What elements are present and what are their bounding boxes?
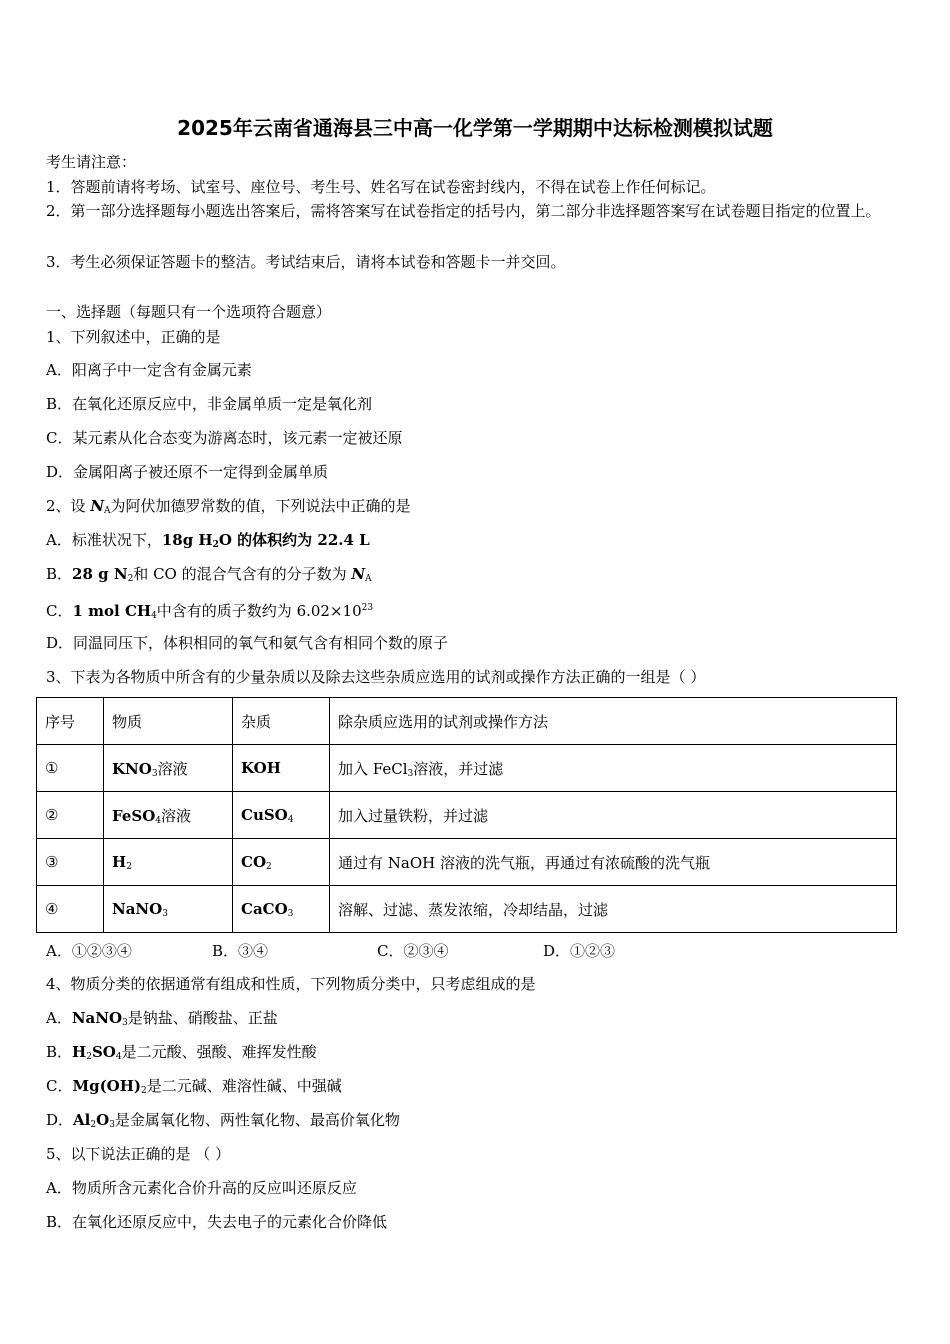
notice-heading: 考生请注意：	[46, 153, 137, 171]
table-header-cell: 杂质	[233, 698, 330, 745]
question-2-option-c: C．1 mol $CH_4$中含有的质子数约为 $6.02\times 10^{23}$	[46, 602, 374, 621]
method-cell: 溶解、过滤、蒸发浓缩，冷却结晶，过滤	[330, 886, 897, 933]
question-1-option-d: D．金属阳离子被还原不一定得到金属单质	[46, 463, 329, 481]
row-number: ④	[37, 886, 104, 933]
substance-cell: FeSO$_4$溶液	[104, 792, 233, 839]
question-3-choices	[46, 940, 746, 960]
table-row	[37, 792, 897, 839]
substance-cell: $KNO_3$溶液	[104, 745, 233, 792]
question-5-option-b: B．在氧化还原反应中，失去电子的元素化合价降低	[46, 1213, 388, 1231]
question-4-option-c: C．$Mg(OH)_2$是二元碱、难溶性碱、中强碱	[46, 1077, 342, 1096]
question-2-option-d: D．同温同压下，体积相同的氧气和氨气含有相同个数的原子	[46, 634, 449, 652]
page-title: 2025年云南省通海县三中高一化学第一学期期中达标检测模拟试题	[177, 116, 773, 140]
question-4-option-d: D．$Al_2O_3$是金属氧化物、两性氧化物、最高价氧化物	[46, 1111, 400, 1130]
notice-item-1: 1．答题前请将考场、试室号、座位号、考生号、姓名写在试卷密封线内，不得在试卷上作任何标记。	[46, 178, 716, 196]
impurity-table	[36, 697, 897, 933]
method-cell: 加入过量铁粉，并过滤	[330, 792, 897, 839]
table-header-row	[37, 698, 897, 745]
table-row	[37, 886, 897, 933]
method-cell: 加入 FeCl$_3$溶液，并过滤	[330, 745, 897, 792]
method-cell: 通过有 NaOH 溶液的洗气瓶，再通过有浓硫酸的洗气瓶	[330, 839, 897, 886]
impurity-cell: $CO_2$	[233, 839, 330, 886]
question-2-option-b: B．28 g $N_2$和 CO 的混合气含有的分子数为 $N_A$	[46, 565, 372, 584]
table-header-cell: 物质	[104, 698, 233, 745]
question-1-option-c: C．某元素从化合态变为游离态时，该元素一定被还原	[46, 429, 403, 447]
question-3-stem: 3、下表为各物质中所含有的少量杂质以及除去这些杂质应选用的试剂或操作方法正确的一组是（ ）	[46, 668, 706, 686]
row-number: ②	[37, 792, 104, 839]
table-row	[37, 839, 897, 886]
table-row	[37, 745, 897, 792]
question-2-option-a: A．标准状况下，18g $H_2O$ 的体积约为 22.4 L	[46, 531, 370, 550]
question-1-option-b: B．在氧化还原反应中，非金属单质一定是氧化剂	[46, 395, 373, 413]
question-1-option-a: A．阳离子中一定含有金属元素	[46, 361, 252, 379]
row-number: ③	[37, 839, 104, 886]
question-2-stem: 2、设 $N_A$为阿伏加德罗常数的值，下列说法中正确的是	[46, 497, 411, 516]
row-number: ①	[37, 745, 104, 792]
notice-item-2: 2．第一部分选择题每小题选出答案后，需将答案写在试卷指定的括号内，第二部分非选择题答案写在试卷题目指定的位置上。	[46, 202, 881, 220]
impurity-cell: KOH	[233, 745, 330, 792]
question-4-option-a: A．NaNO$_3$是钠盐、硝酸盐、正盐	[46, 1009, 278, 1028]
section-heading: 一、选择题（每题只有一个选项符合题意）	[46, 303, 332, 321]
question-4-option-b: B．$H_2SO_4$是二元酸、强酸、难挥发性酸	[46, 1043, 317, 1062]
impurity-cell: CaCO$_3$	[233, 886, 330, 933]
table-header-cell: 除杂质应选用的试剂或操作方法	[330, 698, 897, 745]
question-1-stem: 1、下列叙述中，正确的是	[46, 328, 221, 346]
substance-cell: $H_2$	[104, 839, 233, 886]
substance-cell: NaNO$_3$	[104, 886, 233, 933]
notice-item-3: 3．考生必须保证答题卡的整洁。考试结束后，请将本试卷和答题卡一并交回。	[46, 253, 566, 271]
question-4-stem: 4、物质分类的依据通常有组成和性质，下列物质分类中，只考虑组成的是	[46, 975, 536, 993]
question-5-option-a: A．物质所含元素化合价升高的反应叫还原反应	[46, 1179, 357, 1197]
question-3-option-b: B．③④	[212, 942, 269, 960]
question-3-option-a: A．①②③④	[46, 942, 132, 960]
question-3-option-d: D．①②③	[543, 942, 616, 960]
table-header-cell: 序号	[37, 698, 104, 745]
impurity-cell: CuSO$_4$	[233, 792, 330, 839]
question-5-stem: 5、以下说法正确的是 （ ）	[46, 1145, 231, 1163]
question-3-option-c: C．②③④	[377, 942, 449, 960]
